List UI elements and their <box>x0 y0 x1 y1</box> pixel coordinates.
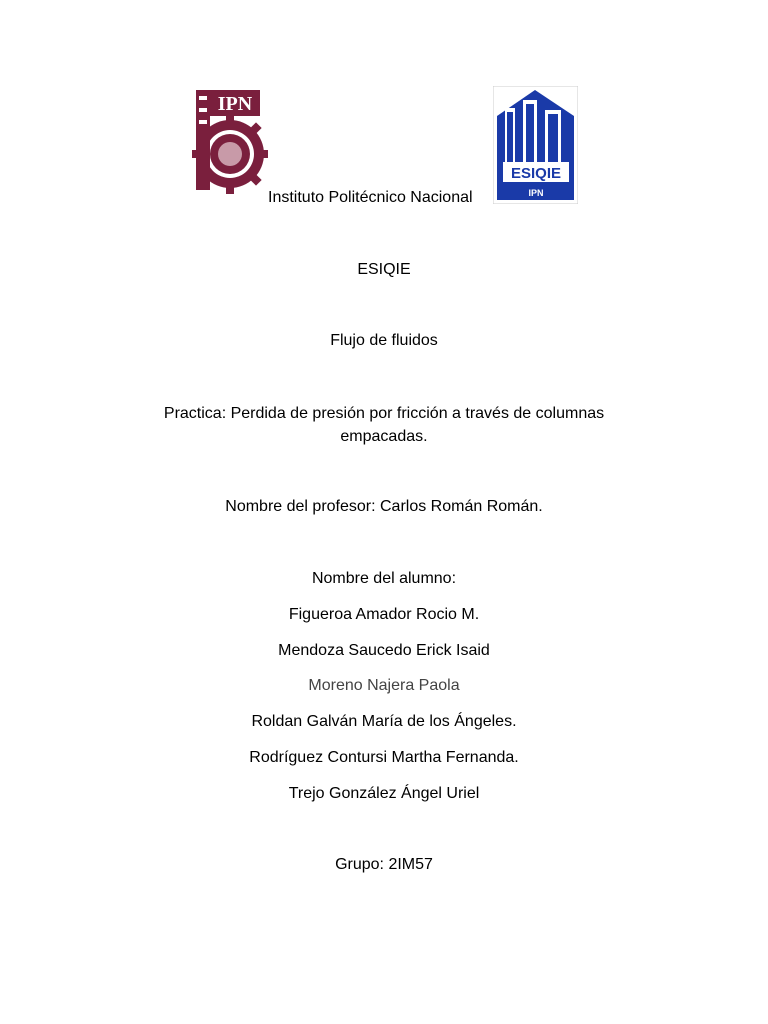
subject-title: Flujo de fluidos <box>330 332 438 349</box>
student-name: Roldan Galván María de los Ángeles. <box>251 713 517 730</box>
group-label: Grupo: 2IM57 <box>335 856 433 873</box>
professor-name: Nombre del profesor: Carlos Román Román. <box>225 498 543 515</box>
esiqie-logo-text: ESIQIE <box>510 165 562 182</box>
ipn-logo-text: IPN <box>217 93 253 115</box>
practice-title: Practica: Perdida de presión por fricción a través de columnas empacadas. <box>163 405 605 445</box>
ipn-logo <box>192 86 268 202</box>
institution-name: Instituto Politécnico Nacional <box>268 189 473 206</box>
ipn-emblem-icon <box>192 86 268 202</box>
student-name: Figueroa Amador Rocio M. <box>288 606 480 623</box>
school-name: ESIQIE <box>357 261 411 278</box>
students-heading: Nombre del alumno: <box>311 570 457 587</box>
esiqie-logo <box>493 86 578 204</box>
esiqie-emblem-icon <box>493 86 578 204</box>
student-name: Mendoza Saucedo Erick Isaid <box>278 642 490 659</box>
student-name: Rodríguez Contursi Martha Fernanda. <box>249 749 519 766</box>
student-name: Moreno Najera Paola <box>308 677 460 694</box>
student-name: Trejo González Ángel Uriel <box>288 785 480 802</box>
esiqie-logo-subtext: IPN <box>528 188 544 198</box>
